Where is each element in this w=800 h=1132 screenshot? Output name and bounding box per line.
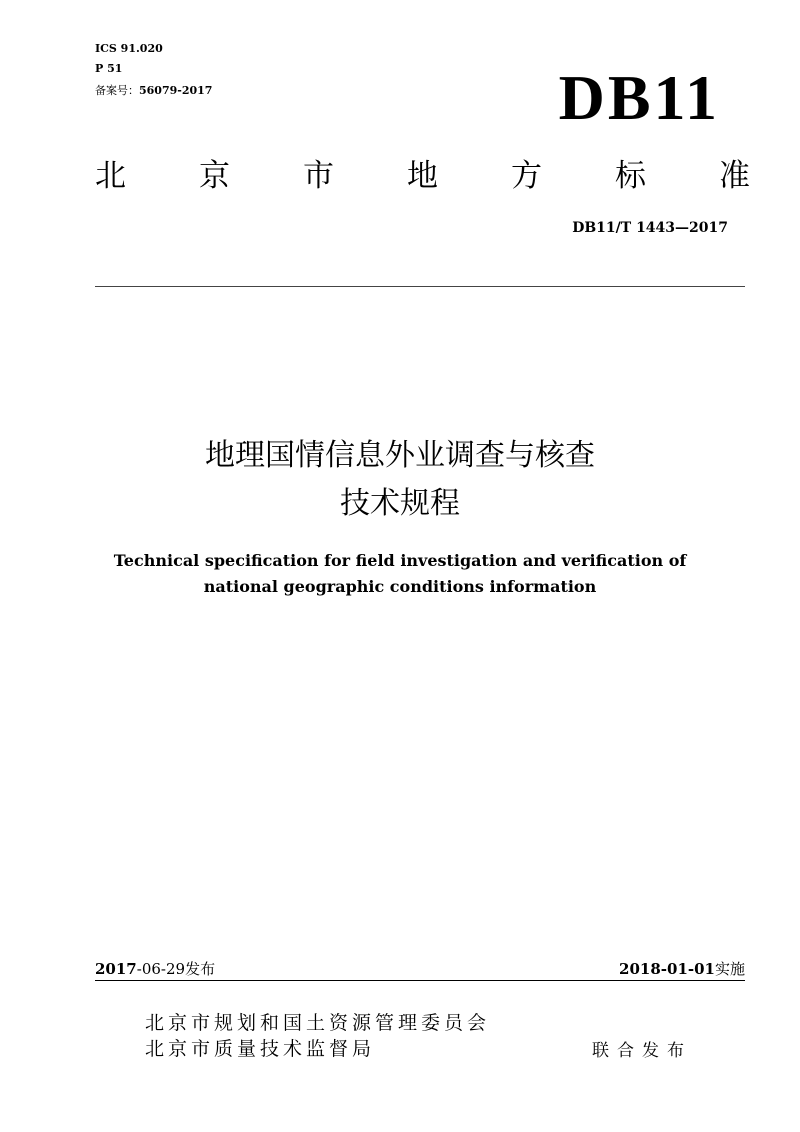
standard-type-char: 京 xyxy=(199,158,230,194)
db11-logo: DB11 xyxy=(558,62,720,133)
issuer-1: 北京市规划和国土资源管理委员会 xyxy=(145,1012,491,1034)
issue-label: 发布 xyxy=(185,960,216,978)
standard-type-char: 方 xyxy=(511,158,542,194)
title-en-line1: Technical specification for field investigation and verification of xyxy=(113,551,687,570)
standard-type-heading xyxy=(95,156,750,196)
issue-year: 2017 xyxy=(95,960,137,978)
issue-month-day: -06-29 xyxy=(136,960,186,978)
title-cn-line1: 地理国情信息外业调查与核查 xyxy=(205,438,595,473)
title-cn-line2: 技术规程 xyxy=(340,486,460,521)
ccs-code: P 51 xyxy=(95,62,123,75)
record-number-line xyxy=(95,84,212,98)
standard-type-char: 标 xyxy=(615,158,646,194)
joint-issue-label: 联合发布 xyxy=(592,1041,692,1061)
standard-type-char: 市 xyxy=(303,158,334,194)
standard-type-char: 北 xyxy=(95,158,126,194)
issuer-2: 北京市质量技术监督局 xyxy=(145,1038,376,1060)
document-title-en xyxy=(0,548,800,600)
implementation-label: 实施 xyxy=(714,960,745,978)
standard-type-char: 地 xyxy=(407,158,438,194)
title-en-line2: national geographic conditions information xyxy=(203,577,597,596)
footer-divider xyxy=(95,980,745,981)
ics-code: ICS 91.020 xyxy=(95,42,163,55)
issue-date xyxy=(95,958,215,979)
header-divider xyxy=(95,286,745,287)
record-number: 56079-2017 xyxy=(139,84,213,97)
document-title-cn xyxy=(0,432,800,528)
standard-code: DB11/T 1443—2017 xyxy=(572,220,728,236)
standard-type-char: 准 xyxy=(719,158,750,194)
implementation-date-value: 2018-01-01 xyxy=(619,960,715,978)
record-label: 备案号： xyxy=(95,84,139,97)
implementation-date xyxy=(619,958,745,979)
